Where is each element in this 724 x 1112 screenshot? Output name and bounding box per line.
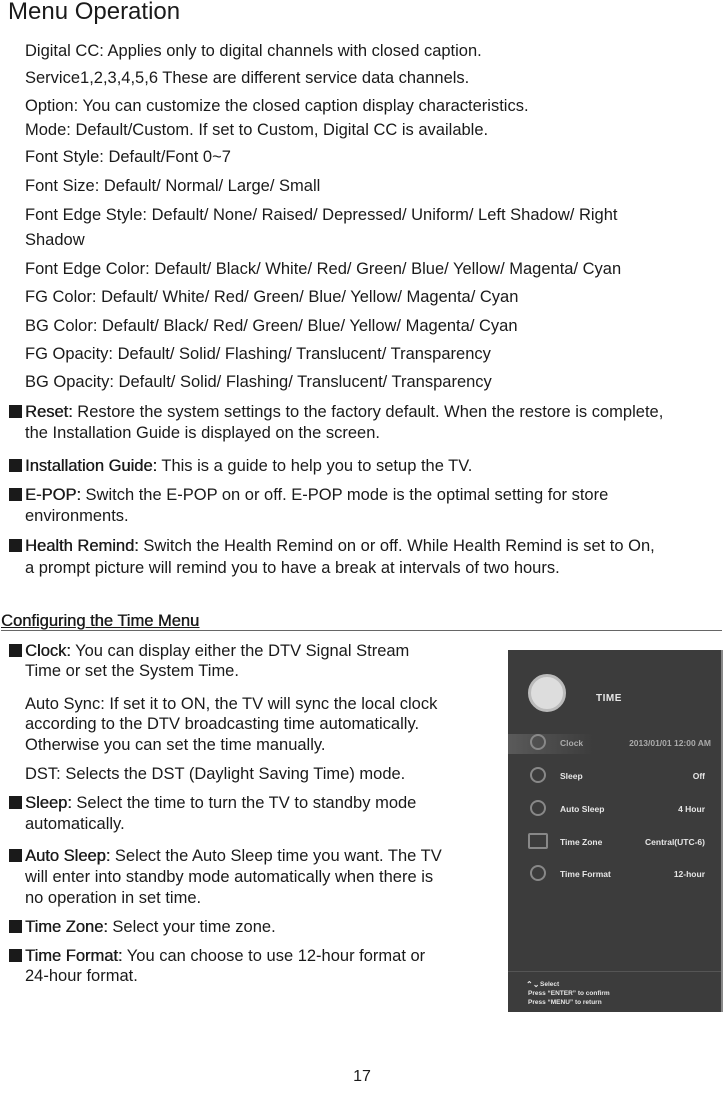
cc-line: FG Opacity: Default/ Solid/ Flashing/ Translucent/ Transparency	[25, 345, 491, 363]
item-label: Reset:	[25, 403, 73, 421]
cc-line: Service1,2,3,4,5,6 These are different service data channels.	[25, 69, 470, 87]
page-title: Menu Operation	[8, 0, 181, 25]
clock-sub-line: Otherwise you can set the time manually.	[25, 736, 326, 754]
item-text: the Installation Guide is displayed on the screen.	[25, 424, 380, 442]
item-text: Switch the E-POP on or off. E-POP mode is the optimal setting for store	[80, 486, 609, 504]
item-label: Health Remind:	[25, 537, 139, 555]
row-name: Auto Sleep	[560, 804, 605, 814]
row-name: Time Format	[560, 869, 611, 879]
page-number: 17	[353, 1068, 371, 1085]
cc-line: Option: You can customize the closed caption display characteristics.	[25, 97, 529, 115]
bullet-icon	[9, 796, 22, 809]
footer-divider	[508, 971, 721, 972]
installation-guide-item	[25, 456, 472, 476]
item-text: automatically.	[25, 815, 125, 833]
row-name: Clock	[560, 738, 584, 748]
menu-row-clock	[508, 734, 721, 754]
cc-line: Font Edge Style: Default/ None/ Raised/ Depressed/ Uniform/ Left Shadow/ Right	[25, 206, 618, 224]
menu-row-time-format	[508, 865, 721, 885]
row-value: Central(UTC-6)	[645, 837, 705, 847]
item-text: Restore the system settings to the factory default. When the restore is complete,	[72, 403, 664, 421]
item-text: Select the time to turn the TV to standby mode	[71, 794, 417, 812]
bullet-icon	[9, 949, 22, 962]
row-name: Time Zone	[560, 837, 603, 847]
item-label: Time Zone:	[25, 918, 108, 936]
row-value: 4 Hour	[678, 804, 705, 814]
time-zone-item	[25, 917, 276, 937]
cc-line: BG Color: Default/ Black/ Red/ Green/ Blue/ Yellow/ Magenta/ Cyan	[25, 317, 518, 335]
item-text: This is a guide to help you to setup the TV.	[157, 457, 473, 475]
alarm-clock-icon	[528, 674, 566, 712]
tv-time-menu-screenshot	[508, 650, 723, 1012]
item-text: no operation in set time.	[25, 889, 202, 907]
up-down-arrows-icon: ⌃⌄	[526, 980, 540, 989]
cc-line: Font Size: Default/ Normal/ Large/ Small	[25, 177, 321, 195]
item-text: Select your time zone.	[107, 918, 276, 936]
menu-row-auto-sleep	[508, 800, 721, 820]
item-text: a prompt picture will remind you to have a break at intervals of two hours.	[25, 559, 560, 577]
auto-sleep-icon	[530, 800, 546, 816]
row-value: Off	[692, 771, 705, 781]
time-format-icon	[530, 865, 546, 881]
clock-item	[25, 641, 409, 661]
menu-row-time-zone	[508, 833, 721, 853]
bullet-icon	[9, 488, 22, 501]
footer-return: Press “MENU” to return	[528, 999, 602, 1006]
cc-line: Font Edge Color: Default/ Black/ White/ Red/ Green/ Blue/ Yellow/ Magenta/ Cyan	[25, 260, 622, 278]
time-format-item	[25, 946, 425, 966]
footer-select: Select	[540, 981, 560, 988]
clock-sub-line: according to the DTV broadcasting time automatically.	[25, 715, 420, 733]
cc-line: Font Style: Default/Font 0~7	[25, 148, 231, 166]
item-label: E-POP:	[25, 486, 81, 504]
auto-sleep-item	[25, 846, 442, 866]
bullet-icon	[9, 405, 22, 418]
item-label: Time Format:	[25, 947, 123, 965]
epop-item	[25, 485, 608, 505]
item-text: Select the Auto Sleep time you want. The TV	[110, 847, 442, 865]
divider	[1, 630, 722, 631]
bullet-icon	[9, 539, 22, 552]
cc-line: Digital CC: Applies only to digital channels with closed caption.	[25, 42, 482, 60]
item-text: 24-hour format.	[25, 967, 138, 985]
item-label: Sleep:	[25, 794, 72, 812]
cc-line: Shadow	[25, 231, 85, 249]
footer-confirm: Press “ENTER” to confirm	[528, 990, 610, 997]
bullet-icon	[9, 644, 22, 657]
bullet-icon	[9, 849, 22, 862]
clock-icon	[530, 734, 546, 750]
item-label: Installation Guide:	[25, 457, 158, 475]
item-label: Auto Sleep:	[25, 847, 111, 865]
sleep-item	[25, 793, 416, 813]
clock-sub-line: Auto Sync: If set it to ON, the TV will sync the local clock	[25, 695, 438, 713]
bullet-icon	[9, 459, 22, 472]
section-heading: Configuring the Time Menu	[1, 612, 200, 630]
item-text: will enter into standby mode automatically when there is	[25, 868, 434, 886]
row-value: 12-hour	[673, 869, 705, 879]
cc-line: BG Opacity: Default/ Solid/ Flashing/ Translucent/ Transparency	[25, 373, 492, 391]
item-text: Switch the Health Remind on or off. While Health Remind is set to On,	[138, 537, 655, 555]
row-value: 2013/01/01 12:00 AM	[629, 738, 711, 748]
menu-title: TIME	[596, 693, 622, 704]
item-text: You can choose to use 12-hour format or	[122, 947, 426, 965]
cc-line: FG Color: Default/ White/ Red/ Green/ Blue/ Yellow/ Magenta/ Cyan	[25, 288, 519, 306]
row-name: Sleep	[560, 771, 583, 781]
item-text: environments.	[25, 507, 129, 525]
bullet-icon	[9, 920, 22, 933]
item-label: Clock:	[25, 642, 71, 660]
item-text: You can display either the DTV Signal Stream	[70, 642, 410, 660]
health-remind-item	[25, 536, 655, 556]
menu-row-sleep	[508, 767, 721, 787]
item-text: Time or set the System Time.	[25, 662, 239, 680]
sleep-icon	[530, 767, 546, 783]
reset-item	[25, 402, 663, 422]
cc-line: Mode: Default/Custom. If set to Custom, Digital CC is available.	[25, 121, 489, 139]
clock-sub-line: DST: Selects the DST (Daylight Saving Time) mode.	[25, 765, 406, 783]
world-map-icon	[528, 833, 548, 849]
